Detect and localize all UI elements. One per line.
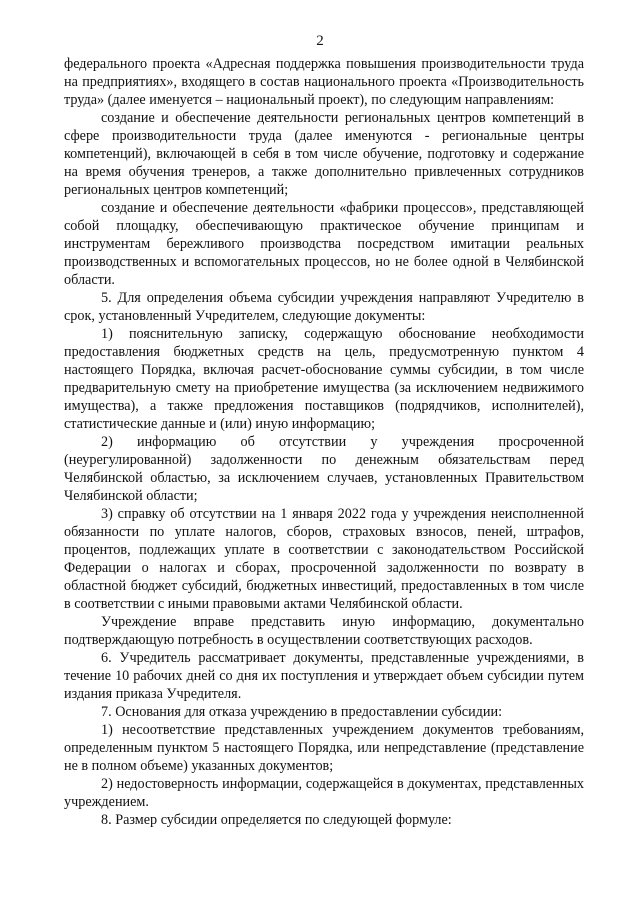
paragraph-item-8: 8. Размер субсидии определяется по следующей формуле: bbox=[101, 812, 452, 828]
paragraph-item-7-2: 2) недостоверность информации, содержащейся в документах, представленных учреждением. bbox=[64, 776, 584, 810]
paragraph-additional-info: Учреждение вправе представить иную информацию, документально подтверждающую потребность в осуществлении соответствующих расходов. bbox=[64, 614, 584, 648]
paragraph-item-5-2: 2) информацию об отсутствии у учреждения просроченной (неурегулированной) задолженности по денежным обязательствам перед Челябинской областью, за исключением случаев, установленных Правительством Челябинской области; bbox=[64, 434, 584, 504]
paragraph-intro: федерального проекта «Адресная поддержка повышения производительности труда на предприятиях», входящего в состав национального проекта «Производительность труда» (далее именуется – национальный проект), по следующим направлениям: bbox=[64, 56, 584, 108]
paragraph-item-7-1: 1) несоответствие представленных учреждением документов требованиям, определенным пунктом 5 настоящего Порядка, или непредставление (представление не в полном объеме) указанных документов; bbox=[64, 722, 584, 774]
paragraph-item-5-3: 3) справку об отсутствии на 1 января 2022 года у учреждения неисполненной обязанности по уплате налогов, сборов, страховых взносов, пеней, штрафов, процентов, подлежащих уплате в соответствии с законодательством Российской Федерации о налогах и сборах, просроченной задолженности по возврату в областной бюджет субсидий, бюджетных инвестиций, предоставленных в том числе в соответствии с иными правовыми актами Челябинской области. bbox=[64, 506, 584, 612]
paragraph-direction-factory: создание и обеспечение деятельности «фабрики процессов», представляющей собой площадку, обеспечивающую практическое обучение принципам и инструментам бережливого производства посредством имитации реальных производственных и вспомогательных процессов, но не более одной в Челябинской области. bbox=[64, 200, 584, 288]
paragraph-item-5-1: 1) пояснительную записку, содержащую обоснование необходимости предоставления бюджетных средств на цель, предусмотренную пунктом 4 настоящего Порядка, включая расчет-обоснование суммы субсидии, в том числе предварительную смету на приобретение имущества (за исключением недвижимого имущества), а также предложения поставщиков (подрядчиков, исполнителей), статистические данные и (или) иную информацию; bbox=[64, 326, 584, 432]
paragraph-item-7: 7. Основания для отказа учреждению в предоставлении субсидии: bbox=[101, 704, 503, 720]
paragraph-direction-centers: создание и обеспечение деятельности региональных центров компетенций в сфере производительности труда (далее именуются - региональные центры компетенций), включающей в себя в том числе обучение, подготовку и содержание на время обучения тренеров, а также дополнительно привлеченных сотрудников региональных центров компетенций; bbox=[64, 110, 584, 198]
page-number: 2 bbox=[316, 33, 324, 49]
paragraph-item-5: 5. Для определения объема субсидии учреждения направляют Учредителю в срок, установленный Учредителем, следующие документы: bbox=[64, 290, 584, 324]
document-body bbox=[64, 55, 584, 829]
paragraph-item-6: 6. Учредитель рассматривает документы, представленные учреждениями, в течение 10 рабочих дней со дня их поступления и утверждает объем субсидии путем издания приказа Учредителя. bbox=[64, 650, 584, 702]
